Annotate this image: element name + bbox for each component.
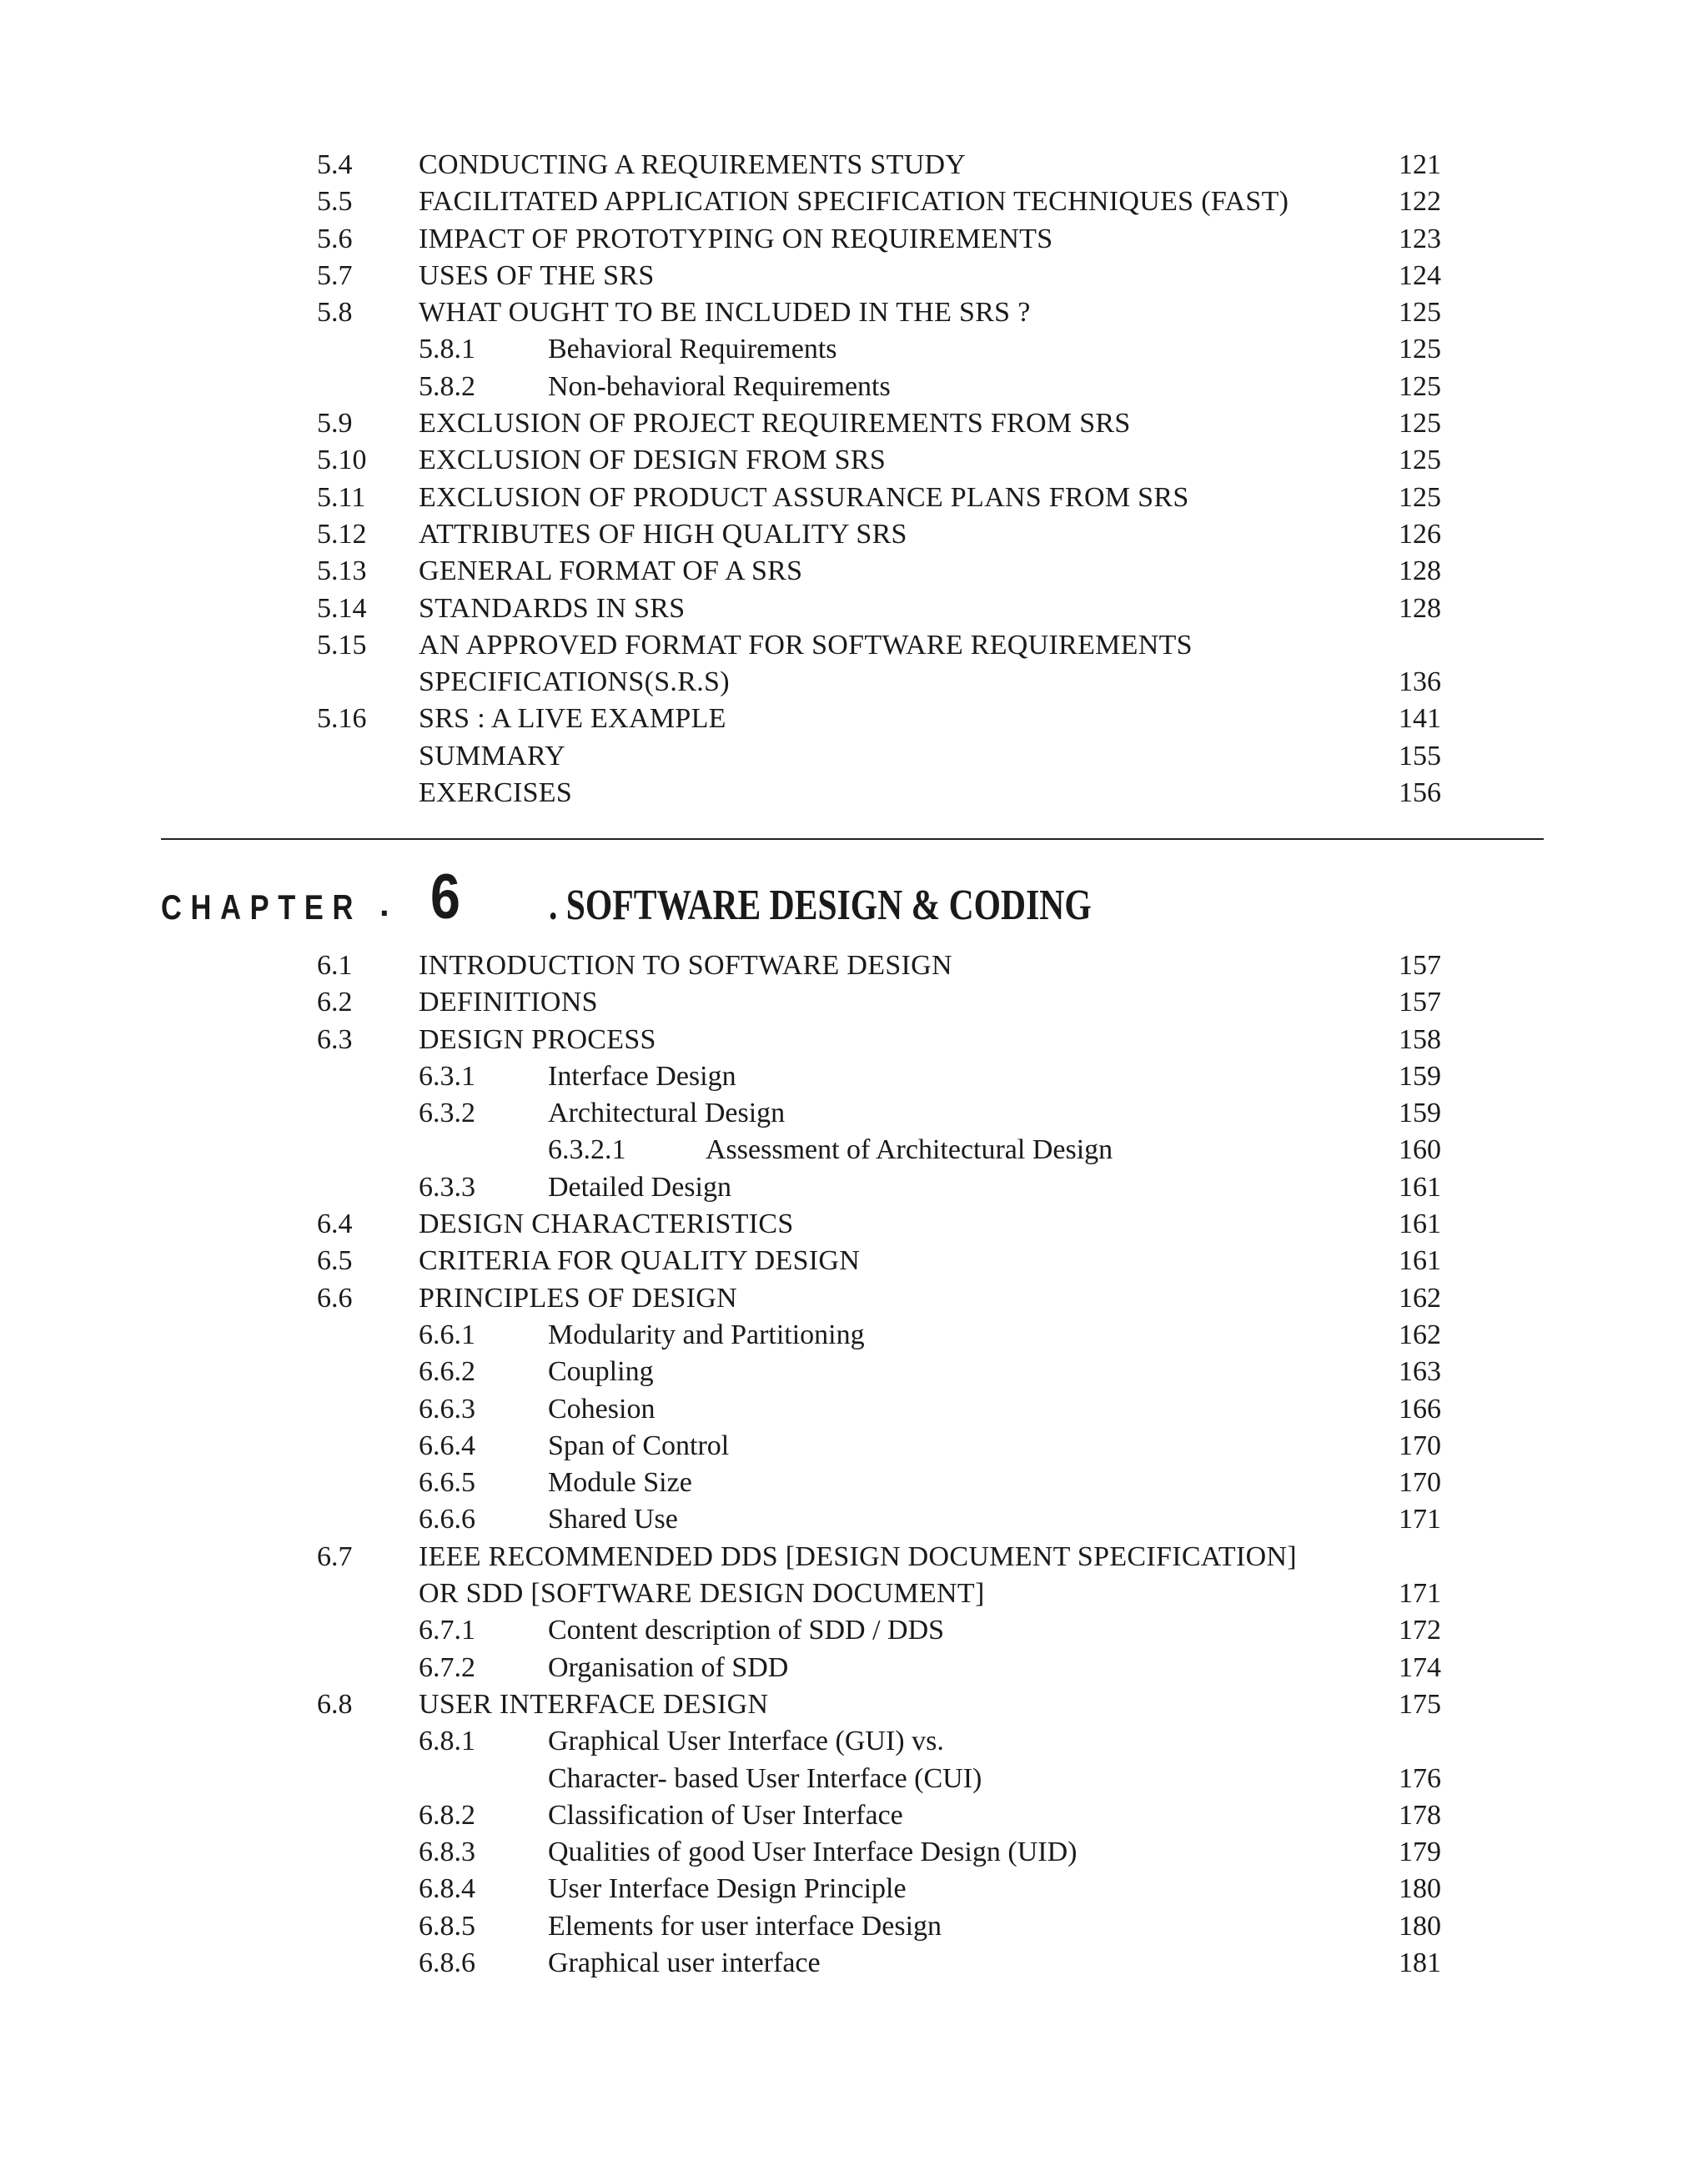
toc-entry-number: 6.3 xyxy=(317,1023,353,1055)
toc-entry-title: Cohesion xyxy=(548,1393,656,1425)
toc-entry-title: Content description of SDD / DDS xyxy=(548,1615,945,1646)
toc-entry-page: 128 xyxy=(1399,592,1441,624)
toc-entry-page: 170 xyxy=(1399,1430,1441,1461)
toc-entry-number: 6.2 xyxy=(317,987,353,1018)
toc-entry-page: 121 xyxy=(1399,149,1441,180)
toc-entry[interactable] xyxy=(0,627,1708,664)
toc-entry-title: Character- based User Interface (CUI) xyxy=(548,1762,982,1794)
toc-entry[interactable] xyxy=(0,1022,1708,1058)
toc-entry[interactable] xyxy=(0,1354,1708,1390)
toc-entry-page: 160 xyxy=(1399,1134,1441,1166)
toc-entry-title: DESIGN PROCESS xyxy=(419,1023,656,1055)
toc-entry-title: Module Size xyxy=(548,1467,692,1499)
toc-entry[interactable] xyxy=(0,1539,1708,1575)
toc-entry-title: Detailed Design xyxy=(548,1171,731,1203)
toc-entry-page: 136 xyxy=(1399,666,1441,698)
toc-entry-title: EXERCISES xyxy=(419,777,573,809)
toc-entry-title: GENERAL FORMAT OF A SRS xyxy=(419,555,803,587)
toc-entry[interactable] xyxy=(0,1206,1708,1243)
toc-entry-number: 6.6.3 xyxy=(419,1393,475,1425)
toc-entry[interactable] xyxy=(0,664,1708,701)
toc-entry[interactable] xyxy=(0,1169,1708,1206)
toc-entry-page: 178 xyxy=(1399,1799,1441,1831)
toc-entry-number: 6.5 xyxy=(317,1245,353,1277)
toc-entry-title: Graphical user interface xyxy=(548,1947,821,1979)
toc-entry-number: 5.11 xyxy=(317,481,366,513)
toc-entry[interactable] xyxy=(0,1723,1708,1760)
toc-entry-number: 6.3.2.1 xyxy=(548,1134,626,1166)
toc-entry-number: 5.7 xyxy=(317,259,353,291)
toc-entry-number: 5.6 xyxy=(317,223,353,254)
chapter-label-dot: . xyxy=(379,884,389,923)
toc-entry-number: 6.7 xyxy=(317,1540,353,1572)
toc-entry-number: 5.14 xyxy=(317,592,367,624)
toc-entry-number: 5.9 xyxy=(317,408,353,440)
toc-entry-number: 5.16 xyxy=(317,703,367,735)
toc-entry-page: 174 xyxy=(1399,1651,1441,1683)
toc-entry-number: 6.6.6 xyxy=(419,1504,475,1535)
toc-section-chapter-6 xyxy=(0,947,1708,1982)
toc-entry-title: Assessment of Architectural Design xyxy=(706,1134,1113,1166)
toc-entry-title: SRS : A LIVE EXAMPLE xyxy=(419,703,726,735)
toc-entry-title: User Interface Design Principle xyxy=(548,1873,907,1905)
toc-entry[interactable] xyxy=(0,1871,1708,1907)
toc-entry-number: 5.15 xyxy=(317,629,367,661)
toc-entry-page: 166 xyxy=(1399,1393,1441,1425)
toc-entry-title: USES OF THE SRS xyxy=(419,259,655,291)
toc-entry-page: 125 xyxy=(1399,297,1441,329)
toc-entry-title: Span of Control xyxy=(548,1430,730,1461)
chapter-heading xyxy=(161,859,1579,942)
toc-entry-title: CRITERIA FOR QUALITY DESIGN xyxy=(419,1245,861,1277)
toc-entry-page: 124 xyxy=(1399,259,1441,291)
toc-entry[interactable] xyxy=(0,405,1708,442)
toc-entry-number: 6.6 xyxy=(317,1282,353,1314)
toc-entry-title: PRINCIPLES OF DESIGN xyxy=(419,1282,737,1314)
toc-entry-page: 123 xyxy=(1399,223,1441,254)
toc-entry-title: WHAT OUGHT TO BE INCLUDED IN THE SRS ? xyxy=(419,297,1031,329)
toc-entry-number: 5.8.1 xyxy=(419,334,475,365)
toc-entry[interactable] xyxy=(0,1317,1708,1354)
toc-section-chapter-5 xyxy=(0,147,1708,812)
toc-entry-title: EXCLUSION OF PROJECT REQUIREMENTS FROM SRS xyxy=(419,408,1131,440)
toc-entry-number: 5.5 xyxy=(317,186,353,218)
toc-entry[interactable] xyxy=(0,1650,1708,1686)
toc-entry-title: DEFINITIONS xyxy=(419,987,598,1018)
toc-entry-title: SUMMARY xyxy=(419,740,565,771)
toc-entry-title: Shared Use xyxy=(548,1504,678,1535)
toc-entry[interactable] xyxy=(0,369,1708,405)
toc-entry[interactable] xyxy=(0,1280,1708,1317)
chapter-divider xyxy=(161,838,1544,840)
toc-entry-page: 170 xyxy=(1399,1467,1441,1499)
toc-entry-number: 6.6.1 xyxy=(419,1319,475,1350)
toc-entry-number: 6.7.2 xyxy=(419,1651,475,1683)
toc-entry-title: Non-behavioral Requirements xyxy=(548,370,891,402)
toc-entry-title: IEEE RECOMMENDED DDS [DESIGN DOCUMENT SPECIFICATION] xyxy=(419,1540,1297,1572)
toc-entry-title: Classification of User Interface xyxy=(548,1799,903,1831)
toc-entry-page: 181 xyxy=(1399,1947,1441,1979)
toc-entry-page: 161 xyxy=(1399,1171,1441,1203)
toc-entry-page: 128 xyxy=(1399,555,1441,587)
toc-entry[interactable] xyxy=(0,1095,1708,1132)
toc-entry[interactable] xyxy=(0,147,1708,183)
toc-entry-page: 122 xyxy=(1399,186,1441,218)
toc-entry[interactable] xyxy=(0,1243,1708,1279)
toc-entry-title: Organisation of SDD xyxy=(548,1651,789,1683)
toc-entry[interactable] xyxy=(0,331,1708,368)
toc-entry[interactable] xyxy=(0,947,1708,984)
toc-entry-number: 5.8 xyxy=(317,297,353,329)
toc-entry[interactable] xyxy=(0,1686,1708,1723)
toc-entry-title: AN APPROVED FORMAT FOR SOFTWARE REQUIREMENTS xyxy=(419,629,1193,661)
toc-entry[interactable] xyxy=(0,1797,1708,1834)
toc-entry-title: Interface Design xyxy=(548,1060,736,1092)
toc-entry-page: 158 xyxy=(1399,1023,1441,1055)
toc-entry-title: EXCLUSION OF PRODUCT ASSURANCE PLANS FROM SRS xyxy=(419,481,1189,513)
toc-entry-number: 5.12 xyxy=(317,518,367,550)
toc-entry-number: 5.8.2 xyxy=(419,370,475,402)
toc-entry[interactable] xyxy=(0,1391,1708,1428)
toc-entry-title: EXCLUSION OF DESIGN FROM SRS xyxy=(419,445,887,476)
toc-entry-title: ATTRIBUTES OF HIGH QUALITY SRS xyxy=(419,518,907,550)
toc-entry[interactable] xyxy=(0,1834,1708,1871)
toc-entry-page: 126 xyxy=(1399,518,1441,550)
toc-entry-title: Qualities of good User Interface Design (UID) xyxy=(548,1837,1078,1868)
toc-entry-title: Coupling xyxy=(548,1356,654,1388)
toc-entry-title: STANDARDS IN SRS xyxy=(419,592,686,624)
toc-entry[interactable] xyxy=(0,1058,1708,1095)
toc-entry-title: DESIGN CHARACTERISTICS xyxy=(419,1209,794,1240)
toc-entry[interactable] xyxy=(0,294,1708,331)
toc-entry[interactable] xyxy=(0,701,1708,737)
toc-entry[interactable] xyxy=(0,738,1708,775)
toc-entry[interactable] xyxy=(0,1132,1708,1168)
toc-entry[interactable] xyxy=(0,1575,1708,1612)
toc-entry[interactable] xyxy=(0,775,1708,812)
toc-entry-page: 159 xyxy=(1399,1098,1441,1129)
toc-entry-page: 125 xyxy=(1399,481,1441,513)
toc-entry-page: 156 xyxy=(1399,777,1441,809)
toc-entry[interactable] xyxy=(0,516,1708,553)
toc-entry-number: 6.3.3 xyxy=(419,1171,475,1203)
toc-entry-title: INTRODUCTION TO SOFTWARE DESIGN xyxy=(419,950,952,981)
toc-entry-page: 179 xyxy=(1399,1837,1441,1868)
toc-entry-page: 125 xyxy=(1399,445,1441,476)
toc-entry-number: 6.6.4 xyxy=(419,1430,475,1461)
toc-entry[interactable] xyxy=(0,1612,1708,1649)
toc-entry-number: 6.8.2 xyxy=(419,1799,475,1831)
toc-entry-page: 180 xyxy=(1399,1910,1441,1942)
toc-entry[interactable] xyxy=(0,442,1708,479)
toc-entry-number: 5.10 xyxy=(317,445,367,476)
toc-entry[interactable] xyxy=(0,221,1708,258)
toc-entry-title: USER INTERFACE DESIGN xyxy=(419,1688,769,1720)
toc-entry-number: 5.4 xyxy=(317,149,353,180)
toc-entry-number: 6.8 xyxy=(317,1688,353,1720)
toc-entry[interactable] xyxy=(0,1465,1708,1501)
toc-entry[interactable] xyxy=(0,258,1708,294)
toc-entry[interactable] xyxy=(0,1908,1708,1945)
toc-entry-number: 6.6.2 xyxy=(419,1356,475,1388)
toc-entry[interactable] xyxy=(0,553,1708,590)
toc-entry-number: 6.8.6 xyxy=(419,1947,475,1979)
toc-entry-number: 6.8.5 xyxy=(419,1910,475,1942)
toc-entry-page: 125 xyxy=(1399,334,1441,365)
toc-entry-number: 6.8.3 xyxy=(419,1837,475,1868)
toc-entry[interactable] xyxy=(0,1945,1708,1982)
toc-entry[interactable] xyxy=(0,1761,1708,1797)
toc-entry-number: 6.8.1 xyxy=(419,1726,475,1757)
toc-entry-number: 6.1 xyxy=(317,950,353,981)
toc-entry[interactable] xyxy=(0,1501,1708,1538)
toc-entry-number: 6.3.1 xyxy=(419,1060,475,1092)
toc-entry-page: 125 xyxy=(1399,408,1441,440)
toc-entry-title: Elements for user interface Design xyxy=(548,1910,942,1942)
toc-entry-page: 180 xyxy=(1399,1873,1441,1905)
toc-entry-page: 125 xyxy=(1399,370,1441,402)
toc-entry-number: 6.7.1 xyxy=(419,1615,475,1646)
toc-entry-title: Modularity and Partitioning xyxy=(548,1319,865,1350)
toc-entry[interactable] xyxy=(0,984,1708,1021)
toc-entry-page: 175 xyxy=(1399,1688,1441,1720)
toc-entry-title: Behavioral Requirements xyxy=(548,334,837,365)
toc-entry-number: 6.4 xyxy=(317,1209,353,1240)
toc-entry-title: FACILITATED APPLICATION SPECIFICATION TECHNIQUES (FAST) xyxy=(419,186,1289,218)
toc-entry-page: 159 xyxy=(1399,1060,1441,1092)
toc-entry-page: 155 xyxy=(1399,740,1441,771)
toc-entry-page: 162 xyxy=(1399,1282,1441,1314)
toc-entry-number: 5.13 xyxy=(317,555,367,587)
chapter-title: . SOFTWARE DESIGN & CODING xyxy=(549,882,1092,929)
toc-entry-title: OR SDD [SOFTWARE DESIGN DOCUMENT] xyxy=(419,1578,985,1610)
toc-entry-page: 171 xyxy=(1399,1578,1441,1610)
chapter-number: 6 xyxy=(430,862,460,932)
chapter-label: CHAPTER xyxy=(161,887,363,927)
toc-entry-number: 6.6.5 xyxy=(419,1467,475,1499)
toc-entry-page: 176 xyxy=(1399,1762,1441,1794)
toc-entry-page: 161 xyxy=(1399,1209,1441,1240)
toc-entry-page: 163 xyxy=(1399,1356,1441,1388)
toc-entry[interactable] xyxy=(0,480,1708,516)
toc-entry-page: 157 xyxy=(1399,987,1441,1018)
toc-entry-title: SPECIFICATIONS(S.R.S) xyxy=(419,666,730,698)
toc-entry-title: IMPACT OF PROTOTYPING ON REQUIREMENTS xyxy=(419,223,1053,254)
toc-entry-number: 6.8.4 xyxy=(419,1873,475,1905)
toc-entry-title: Architectural Design xyxy=(548,1098,786,1129)
toc-entry-title: CONDUCTING A REQUIREMENTS STUDY xyxy=(419,149,967,180)
toc-entry-page: 141 xyxy=(1399,703,1441,735)
toc-entry-page: 162 xyxy=(1399,1319,1441,1350)
toc-entry-title: Graphical User Interface (GUI) vs. xyxy=(548,1726,944,1757)
toc-entry-page: 172 xyxy=(1399,1615,1441,1646)
toc-entry[interactable] xyxy=(0,590,1708,627)
toc-entry-number: 6.3.2 xyxy=(419,1098,475,1129)
toc-entry[interactable] xyxy=(0,183,1708,220)
toc-entry-page: 171 xyxy=(1399,1504,1441,1535)
toc-entry[interactable] xyxy=(0,1428,1708,1465)
toc-entry-page: 161 xyxy=(1399,1245,1441,1277)
toc-entry-page: 157 xyxy=(1399,950,1441,981)
